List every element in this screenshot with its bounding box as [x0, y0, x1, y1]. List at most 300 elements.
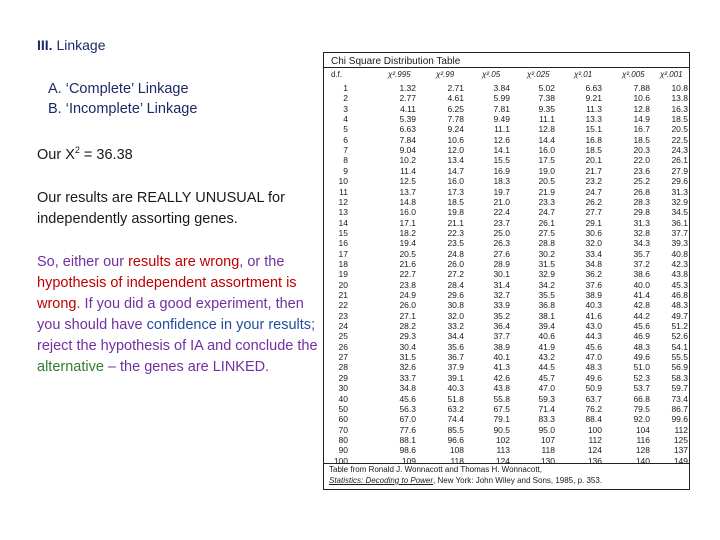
subpoint-incomplete-linkage: B. ‘Incomplete’ Linkage	[48, 101, 198, 117]
table-row	[324, 280, 689, 291]
value-cell: 112	[588, 434, 602, 445]
conclusion-part-3: , or the	[239, 254, 285, 270]
table-row	[324, 124, 689, 135]
value-cell: 5.02	[538, 83, 555, 93]
value-cell: 71.4	[538, 403, 555, 414]
value-cell: 27.6	[493, 248, 510, 259]
df-cell: 17	[338, 248, 348, 259]
table-source-line-1: Table from Ronald J. Wonnacott and Thomas H. Wonnacott,	[329, 465, 542, 474]
value-cell: 85.5	[447, 424, 464, 435]
value-cell: 27.5	[538, 227, 555, 238]
value-cell: 44.3	[585, 331, 602, 342]
value-cell: 118	[450, 455, 464, 466]
value-cell: 40.8	[671, 248, 688, 259]
df-cell: 19	[338, 269, 348, 280]
value-cell: 27.2	[447, 269, 464, 280]
value-cell: 21.7	[585, 165, 602, 176]
value-cell: 13.3	[585, 114, 602, 125]
value-cell: 13.8	[671, 93, 688, 104]
value-cell: 9.49	[493, 114, 510, 125]
value-cell: 73.4	[671, 393, 688, 404]
value-cell: 39.4	[538, 321, 555, 332]
value-cell: 10.2	[399, 155, 416, 166]
value-cell: 32.0	[585, 238, 602, 249]
value-cell: 24.9	[399, 290, 416, 300]
value-cell: 25.0	[493, 227, 510, 238]
value-cell: 29.8	[633, 207, 650, 218]
column-header-2: χ².99	[436, 70, 455, 79]
value-cell: 48.3	[585, 362, 602, 373]
value-cell: 9.21	[585, 93, 602, 104]
value-cell: 11.3	[586, 103, 602, 114]
value-cell: 7.78	[447, 114, 464, 125]
value-cell: 99.6	[671, 414, 688, 425]
value-cell: 25.2	[633, 176, 650, 187]
value-cell: 74.4	[447, 414, 464, 425]
value-cell: 32.7	[493, 290, 510, 300]
value-cell: 14.9	[633, 114, 650, 125]
value-cell: 21.1	[447, 217, 464, 228]
value-cell: 58.3	[671, 372, 688, 383]
value-cell: 30.2	[538, 248, 555, 259]
value-cell: 28.8	[538, 238, 555, 249]
chi-sup: 2	[74, 145, 80, 155]
value-cell: 14.1	[493, 145, 510, 156]
value-cell: 149	[673, 455, 688, 466]
value-cell: 13.4	[447, 155, 464, 166]
value-cell: 14.7	[447, 165, 464, 176]
value-cell: 49.6	[585, 372, 602, 383]
table-row	[324, 207, 689, 218]
value-cell: 49.7	[671, 310, 688, 321]
value-cell: 12.6	[493, 134, 510, 145]
value-cell: 20.5	[538, 176, 555, 187]
table-row	[324, 259, 689, 270]
value-cell: 45.7	[538, 372, 555, 383]
value-cell: 48.3	[633, 341, 650, 352]
conclusion-part-9: – the genes are LINKED.	[103, 359, 270, 375]
value-cell: 19.8	[447, 207, 464, 218]
value-cell: 16.0	[538, 145, 555, 156]
value-cell: 12.8	[633, 103, 650, 114]
value-cell: 43.8	[493, 383, 510, 394]
value-cell: 55.5	[671, 352, 688, 363]
value-cell: 26.3	[493, 238, 510, 249]
df-cell: 23	[338, 310, 348, 321]
value-cell: 42.3	[671, 258, 688, 269]
value-cell: 28.3	[633, 196, 650, 207]
value-cell: 31.4	[493, 279, 510, 290]
value-cell: 47.0	[538, 383, 555, 394]
value-cell: 29.1	[585, 217, 602, 228]
value-cell: 7.88	[633, 83, 650, 93]
slide-heading	[37, 37, 106, 53]
value-cell: 18.2	[399, 227, 416, 238]
value-cell: 46.8	[671, 290, 688, 300]
table-row	[324, 342, 689, 353]
value-cell: 46.9	[633, 331, 650, 342]
value-cell: 40.6	[538, 331, 555, 342]
value-cell: 109	[401, 455, 416, 466]
value-cell: 38.9	[493, 341, 510, 352]
value-cell: 118	[541, 445, 555, 456]
value-cell: 67.5	[493, 403, 510, 414]
value-cell: 137	[673, 445, 688, 456]
value-cell: 88.4	[585, 414, 602, 425]
value-cell: 4.61	[447, 93, 464, 104]
value-cell: 5.99	[493, 93, 510, 104]
value-cell: 37.7	[671, 227, 688, 238]
df-cell: 90	[338, 445, 348, 456]
value-cell: 56.9	[671, 362, 688, 373]
value-cell: 15.1	[585, 124, 602, 135]
value-cell: 16.0	[399, 207, 416, 218]
value-cell: 49.6	[633, 352, 650, 363]
table-divider-bottom	[324, 463, 689, 464]
value-cell: 17.3	[447, 186, 464, 197]
value-cell: 42.8	[633, 300, 650, 311]
value-cell: 24.8	[447, 248, 464, 259]
value-cell: 31.5	[399, 352, 416, 363]
value-cell: 32.0	[447, 310, 464, 321]
value-cell: 43.0	[585, 321, 602, 332]
value-cell: 92.0	[633, 414, 650, 425]
value-cell: 22.0	[633, 155, 650, 166]
df-cell: 9	[343, 165, 348, 176]
df-cell: 18	[338, 258, 348, 269]
table-row	[324, 228, 689, 239]
value-cell: 40.0	[633, 279, 650, 290]
value-cell: 36.1	[671, 217, 688, 228]
column-header-6: χ².005	[622, 70, 645, 79]
df-cell: 24	[338, 321, 348, 332]
value-cell: 38.1	[538, 310, 555, 321]
value-cell: 45.6	[585, 341, 602, 352]
table-row	[324, 414, 689, 425]
value-cell: 79.1	[493, 414, 510, 425]
value-cell: 28.9	[493, 258, 510, 269]
value-cell: 42.6	[493, 372, 510, 383]
table-row	[324, 238, 689, 249]
value-cell: 21.9	[538, 186, 555, 197]
table-row	[324, 155, 689, 166]
value-cell: 10.6	[633, 93, 650, 104]
df-cell: 100	[333, 455, 348, 466]
value-cell: 20.3	[633, 145, 650, 156]
chi-suffix: = 36.38	[79, 146, 133, 163]
value-cell: 26.2	[585, 196, 602, 207]
chi-prefix: Our X	[37, 146, 75, 163]
value-cell: 29.3	[399, 331, 416, 342]
value-cell: 34.4	[447, 331, 464, 342]
value-cell: 113	[496, 445, 510, 456]
value-cell: 2.71	[447, 83, 464, 93]
value-cell: 35.6	[447, 341, 464, 352]
unusual-results-text: Our results are REALLY UNUSUAL for independently assorting genes.	[37, 190, 285, 227]
value-cell: 28.4	[447, 279, 464, 290]
value-cell: 124	[587, 445, 602, 456]
df-cell: 60	[338, 414, 348, 425]
value-cell: 44.2	[633, 310, 650, 321]
value-cell: 30.8	[447, 300, 464, 311]
value-cell: 16.7	[633, 124, 650, 135]
value-cell: 26.1	[538, 217, 555, 228]
subpoint-complete-linkage: A. ‘Complete’ Linkage	[48, 81, 189, 97]
value-cell: 63.7	[585, 393, 602, 404]
value-cell: 17.1	[399, 217, 416, 228]
value-cell: 48.3	[671, 300, 688, 311]
value-cell: 29.6	[671, 176, 688, 187]
value-cell: 40.3	[447, 383, 464, 394]
value-cell: 18.5	[671, 114, 688, 125]
value-cell: 22.3	[447, 227, 464, 238]
df-cell: 6	[343, 134, 348, 145]
value-cell: 33.7	[399, 372, 416, 383]
value-cell: 32.6	[399, 362, 416, 373]
table-row	[324, 404, 689, 415]
value-cell: 90.5	[493, 424, 510, 435]
value-cell: 30.6	[585, 227, 602, 238]
value-cell: 6.63	[399, 124, 416, 135]
value-cell: 86.7	[671, 403, 688, 414]
value-cell: 23.5	[447, 238, 464, 249]
value-cell: 7.81	[493, 103, 510, 114]
table-row	[324, 352, 689, 363]
value-cell: 50.9	[585, 383, 602, 394]
value-cell: 102	[495, 434, 510, 445]
value-cell: 124	[495, 455, 510, 466]
df-cell: 13	[338, 207, 348, 218]
df-cell: 29	[338, 372, 348, 383]
value-cell: 20.1	[585, 155, 602, 166]
value-cell: 4.11	[400, 103, 416, 114]
value-cell: 83.3	[538, 414, 555, 425]
value-cell: 12.0	[447, 145, 464, 156]
table-row	[324, 145, 689, 156]
value-cell: 39.3	[671, 238, 688, 249]
df-cell: 80	[338, 434, 348, 445]
value-cell: 34.8	[399, 383, 416, 394]
value-cell: 31.3	[633, 217, 650, 228]
table-row	[324, 435, 689, 446]
value-cell: 28.2	[399, 321, 416, 332]
value-cell: 5.39	[399, 114, 416, 125]
value-cell: 36.2	[585, 269, 602, 280]
value-cell: 10.8	[671, 83, 688, 93]
value-cell: 79.5	[633, 403, 650, 414]
df-cell: 15	[338, 227, 348, 238]
value-cell: 40.3	[585, 300, 602, 311]
value-cell: 26.0	[447, 258, 464, 269]
df-cell: 27	[338, 352, 348, 363]
df-cell: 21	[338, 290, 348, 300]
value-cell: 36.8	[538, 300, 555, 311]
conclusion-part-5: . If you did a good experiment, then you should have	[37, 296, 304, 333]
df-cell: 20	[338, 279, 348, 290]
value-cell: 23.7	[493, 217, 510, 228]
value-cell: 37.6	[585, 279, 602, 290]
value-cell: 11.1	[494, 124, 510, 135]
value-cell: 37.2	[633, 258, 650, 269]
value-cell: 76.2	[585, 403, 602, 414]
table-row	[324, 166, 689, 177]
table-row	[324, 362, 689, 373]
value-cell: 128	[635, 445, 650, 456]
value-cell: 26.8	[633, 186, 650, 197]
value-cell: 35.5	[538, 290, 555, 300]
value-cell: 7.38	[538, 93, 555, 104]
table-header-row	[324, 68, 689, 82]
column-header-1: χ².995	[388, 70, 411, 79]
value-cell: 22.7	[399, 269, 416, 280]
conclusion-part-1: So, either our	[37, 254, 129, 270]
table-row	[324, 290, 689, 301]
df-cell: 3	[343, 103, 348, 114]
value-cell: 88.1	[399, 434, 416, 445]
value-cell: 59.7	[671, 383, 688, 394]
value-cell: 47.0	[585, 352, 602, 363]
df-cell: 11	[339, 186, 348, 197]
value-cell: 18.5	[585, 145, 602, 156]
value-cell: 52.3	[633, 372, 650, 383]
value-cell: 31.5	[538, 258, 555, 269]
value-cell: 130	[540, 455, 555, 466]
table-row	[324, 311, 689, 322]
value-cell: 41.3	[493, 362, 510, 373]
value-cell: 30.4	[399, 341, 416, 352]
df-cell: 10	[338, 176, 348, 187]
value-cell: 10.6	[447, 134, 464, 145]
value-cell: 29.6	[447, 290, 464, 300]
table-row	[324, 218, 689, 229]
value-cell: 16.0	[447, 176, 464, 187]
df-cell: 16	[338, 238, 348, 249]
value-cell: 12.8	[538, 124, 555, 135]
value-cell: 45.6	[399, 393, 416, 404]
value-cell: 26.0	[399, 300, 416, 311]
table-row	[324, 176, 689, 187]
value-cell: 63.2	[447, 403, 464, 414]
value-cell: 11.1	[539, 114, 555, 125]
value-cell: 67.0	[399, 414, 416, 425]
value-cell: 95.0	[538, 424, 555, 435]
value-cell: 18.5	[447, 196, 464, 207]
heading-text: Linkage	[56, 37, 106, 53]
table-source-line-2	[329, 476, 602, 485]
table-row	[324, 300, 689, 311]
value-cell: 66.8	[633, 393, 650, 404]
value-cell: 38.6	[633, 269, 650, 280]
value-cell: 12.5	[399, 176, 416, 187]
table-row	[324, 445, 689, 456]
value-cell: 23.6	[633, 165, 650, 176]
table-row	[324, 83, 689, 94]
value-cell: 35.7	[633, 248, 650, 259]
value-cell: 19.0	[538, 165, 555, 176]
value-cell: 33.9	[493, 300, 510, 311]
value-cell: 31.3	[671, 186, 688, 197]
value-cell: 98.6	[399, 445, 416, 456]
value-cell: 24.7	[538, 207, 555, 218]
df-cell: 40	[338, 393, 348, 404]
value-cell: 34.8	[585, 258, 602, 269]
value-cell: 3.84	[493, 83, 510, 93]
conclusion-part-4: hypothesis of independent assortment is wrong	[37, 275, 297, 312]
value-cell: 9.35	[538, 103, 555, 114]
value-cell: 23.3	[538, 196, 555, 207]
value-cell: 51.2	[671, 321, 688, 332]
table-title: Chi Square Distribution Table	[331, 56, 461, 67]
value-cell: 45.3	[671, 279, 688, 290]
value-cell: 14.8	[399, 196, 416, 207]
df-cell: 7	[343, 145, 348, 156]
chi-square-result	[37, 145, 133, 163]
value-cell: 30.1	[493, 269, 510, 280]
value-cell: 51.0	[633, 362, 650, 373]
value-cell: 77.6	[399, 424, 416, 435]
value-cell: 7.84	[399, 134, 416, 145]
value-cell: 43.2	[538, 352, 555, 363]
df-cell: 5	[343, 124, 348, 135]
conclusion-part-6: confidence in your results	[146, 317, 312, 333]
value-cell: 14.4	[538, 134, 555, 145]
table-row	[324, 321, 689, 332]
df-cell: 12	[338, 196, 348, 207]
value-cell: 45.6	[633, 321, 650, 332]
value-cell: 18.3	[493, 176, 510, 187]
df-cell: 28	[338, 362, 348, 373]
value-cell: 9.04	[399, 145, 416, 156]
source-book-title: Statistics: Decoding to Power	[329, 476, 434, 485]
conclusion-part-2: results are wrong	[128, 254, 240, 270]
value-cell: 38.9	[585, 290, 602, 300]
value-cell: 21.6	[399, 258, 416, 269]
value-cell: 17.5	[538, 155, 555, 166]
table-row	[324, 187, 689, 198]
value-cell: 108	[449, 445, 464, 456]
value-cell: 32.9	[538, 269, 555, 280]
df-cell: 70	[338, 424, 348, 435]
column-header-4: χ².025	[527, 70, 550, 79]
chi-square-table	[323, 52, 690, 490]
value-cell: 107	[540, 434, 555, 445]
df-cell: 50	[338, 403, 348, 414]
df-cell: 25	[338, 331, 348, 342]
value-cell: 1.32	[399, 83, 416, 93]
conclusion-text	[37, 252, 322, 378]
value-cell: 37.9	[447, 362, 464, 373]
value-cell: 32.8	[633, 227, 650, 238]
value-cell: 43.8	[671, 269, 688, 280]
value-cell: 52.6	[671, 331, 688, 342]
value-cell: 41.4	[633, 290, 650, 300]
value-cell: 27.9	[671, 165, 688, 176]
table-row	[324, 373, 689, 384]
df-header: d.f.	[331, 70, 343, 79]
value-cell: 21.0	[493, 196, 510, 207]
value-cell: 33.2	[447, 321, 464, 332]
value-cell: 96.6	[447, 434, 464, 445]
value-cell: 53.7	[633, 383, 650, 394]
value-cell: 26.1	[671, 155, 688, 166]
table-row	[324, 114, 689, 125]
value-cell: 51.8	[447, 393, 464, 404]
value-cell: 35.2	[493, 310, 510, 321]
conclusion-part-7: ; reject the hypothesis of IA and conclude the	[37, 317, 318, 354]
table-row	[324, 135, 689, 146]
value-cell: 41.9	[538, 341, 555, 352]
value-cell: 16.9	[493, 165, 510, 176]
